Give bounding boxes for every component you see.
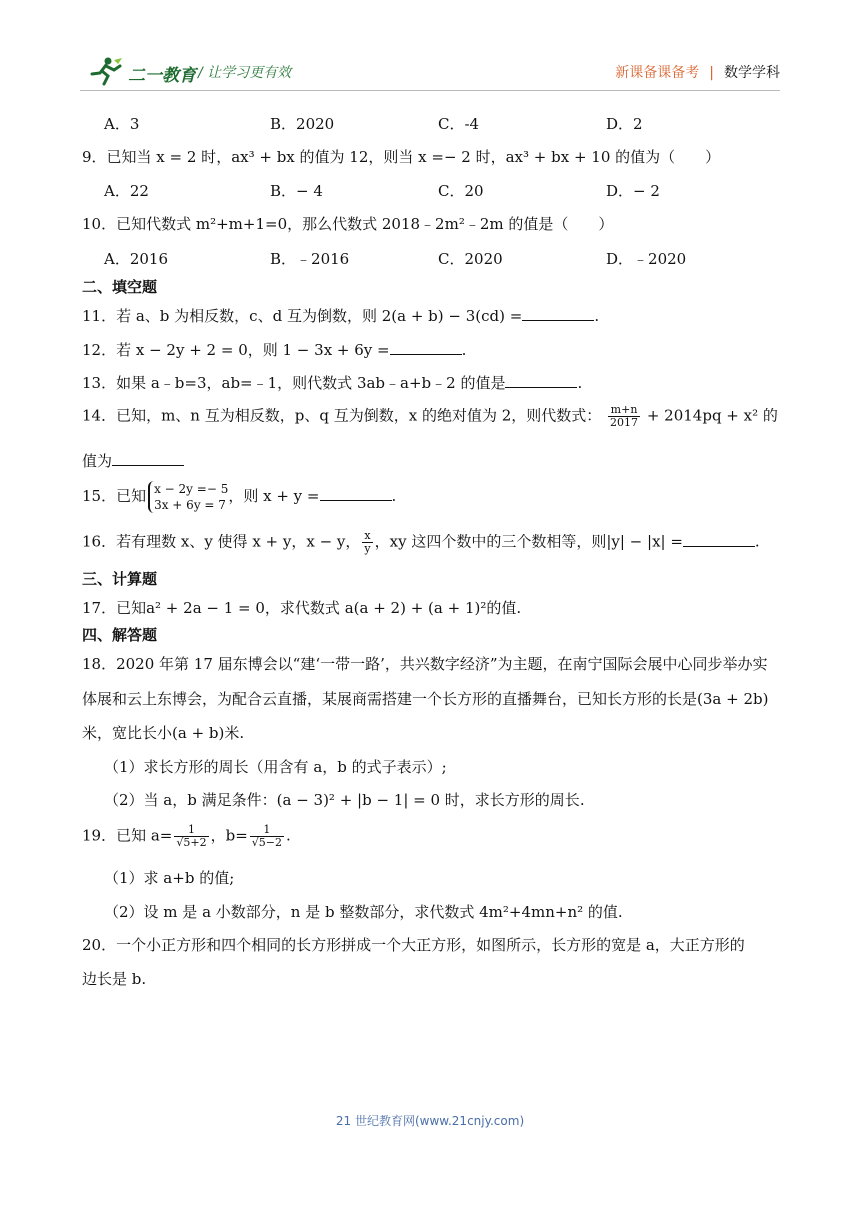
answer-blank[interactable]	[522, 306, 594, 321]
q9-option-a: A．22	[104, 182, 149, 200]
q19	[82, 824, 291, 849]
q15-eq1: x − 2y =− 5	[154, 482, 229, 496]
q15-text: 15．已知	[82, 487, 147, 505]
q14	[82, 404, 778, 429]
q14-frac-num: m+n	[608, 404, 640, 417]
header-right	[615, 62, 780, 82]
q12-text: 12．若 x − 2y + 2 = 0，则 1 − 3x + 6y =	[82, 341, 390, 359]
header-subject-label: 数学学科	[724, 65, 780, 81]
q8-option-b: B．2020	[270, 115, 335, 133]
q19-fraction-b	[250, 824, 284, 849]
q19-fa-num: 1	[174, 824, 208, 837]
answer-blank[interactable]	[320, 486, 392, 501]
q12: 12．若 x − 2y + 2 = 0，则 1 − 3x + 6y = .	[82, 341, 467, 359]
q9-option-b: B．− 4	[270, 182, 323, 200]
q19-sub2: （2）设 m 是 a 小数部分，n 是 b 整数部分，求代数式 4m²+4mn+n² 的值.	[104, 903, 623, 921]
q19-fb-num: 1	[250, 824, 284, 837]
q15-text-tail: ，则 x + y =	[228, 487, 320, 505]
q15: 15．已知 x − 2y =− 5 3x + 6y = 7 ，则 x + y = .	[82, 482, 397, 512]
q15-equation-system	[148, 481, 228, 513]
section-fill-in: 二、填空题	[82, 278, 158, 296]
runner-logo-icon	[88, 56, 124, 86]
page-header	[80, 56, 780, 88]
q16-frac-den: y	[364, 542, 371, 555]
q18-sub1: （1）求长方形的周长（用含有 a，b 的式子表示）;	[104, 758, 447, 776]
q9-option-d: D．− 2	[606, 182, 660, 200]
q13-text: 13．如果 a﹣b=3，ab=﹣1，则代数式 3ab﹣a+b﹣2 的值是	[82, 374, 506, 392]
answer-blank[interactable]	[683, 532, 755, 547]
q16-text-tail: ，xy 这四个数中的三个数相等，则|y| − |x| =	[374, 532, 683, 551]
q19-text: 19．已知 a=	[82, 826, 173, 845]
q9-option-c: C．20	[438, 182, 484, 200]
q8-option-a: A．3	[104, 115, 140, 133]
q18-sub2: （2）当 a，b 满足条件：(a − 3)² + |b − 1| = 0 时，求长方形的周长.	[104, 791, 585, 809]
q14-value-label: 值为	[82, 452, 113, 470]
q10-option-b: B．﹣2016	[270, 250, 350, 268]
logo-text: 二一教育	[128, 66, 196, 86]
page-footer[interactable]: 21 世纪教育网(www.21cnjy.com)	[335, 1114, 525, 1128]
q19-sub1: （1）求 a+b 的值;	[104, 869, 235, 887]
section-solution: 四、解答题	[82, 626, 158, 644]
q11: 11．若 a、b 为相反数，c、d 互为倒数，则 2(a + b) − 3(cd) = .	[82, 307, 600, 325]
q17: 17．已知a² + 2a − 1 = 0，求代数式 a(a + 2) + (a + 1)²的值.	[82, 599, 522, 617]
q10-option-d: D．﹣2020	[606, 250, 687, 268]
q14-frac-den: 2017	[610, 416, 639, 429]
q10-stem: 10．已知代数式 m²+m+1=0，那么代数式 2018﹣2m²﹣2m 的值是（ ）	[82, 215, 614, 233]
answer-blank[interactable]	[390, 340, 462, 355]
q18-line1: 18．2020 年第 17 届东博会以“建‘一带一路’，共兴数字经济”为主题，在南宁国际会展中心同步举办实	[82, 655, 768, 673]
q8-option-c: C．-4	[438, 115, 480, 133]
q16-frac-num: x	[364, 529, 371, 542]
answer-blank[interactable]	[112, 451, 184, 466]
q10-option-c: C．2020	[438, 250, 503, 268]
q14-cont	[82, 450, 184, 471]
q13: 13．如果 a﹣b=3，ab=﹣1，则代数式 3ab﹣a+b﹣2 的值是 .	[82, 374, 583, 392]
q16-fraction	[362, 530, 372, 555]
answer-blank[interactable]	[505, 373, 577, 388]
q9-stem: 9．已知当 x = 2 时，ax³ + bx 的值为 12，则当 x =− 2 时，ax³ + bx + 10 的值为（ ）	[82, 148, 721, 166]
q19-fb-den: √5−2	[251, 836, 283, 849]
header-separator: |	[709, 65, 714, 81]
q19-fraction-a	[174, 824, 208, 849]
q19-text-end: .	[286, 826, 291, 845]
q19-fa-den: √5+2	[176, 836, 207, 849]
q16-text: 16．若有理数 x、y 使得 x + y，x − y，	[82, 532, 361, 551]
q10-option-a: A．2016	[104, 250, 169, 268]
q20-line2: 边长是 b.	[82, 970, 147, 988]
q20-line1: 20．一个小正方形和四个相同的长方形拼成一个大正方形，如图所示，长方形的宽是 a，大正方形的	[82, 936, 745, 954]
q11-text: 11．若 a、b 为相反数，c、d 互为倒数，则 2(a + b) − 3(cd) =	[82, 307, 523, 325]
header-divider	[80, 90, 780, 91]
q14-text: 14．已知，m、n 互为相反数，p、q 互为倒数，x 的绝对值为 2，则代数式：	[82, 406, 602, 425]
logo	[88, 56, 198, 86]
q19-text-b: ，b=	[210, 826, 248, 845]
q14-fraction	[608, 404, 640, 429]
q15-eq2: 3x + 6y = 7	[154, 498, 226, 512]
q18-line3: 米，宽比长小(a + b)米.	[82, 724, 245, 742]
header-slogan: / 让学习更有效	[198, 65, 292, 81]
q14-text-tail: + 2014pq + x² 的	[646, 406, 778, 425]
q16: 16．若有理数 x、y 使得 x + y，x − y， $\frac{x}{y}$ ，xy 这四个数中的三个数相等，则|y| − |x| = .	[82, 529, 760, 555]
q8-option-d: D．2	[606, 115, 643, 133]
q18-line2: 体展和云上东博会，为配合云直播，某展商需搭建一个长方形的直播舞台，已知长方形的长是(3a + 2b)	[82, 690, 769, 708]
section-calculation: 三、计算题	[82, 570, 158, 588]
header-course-label: 新课备课备考	[615, 65, 700, 81]
